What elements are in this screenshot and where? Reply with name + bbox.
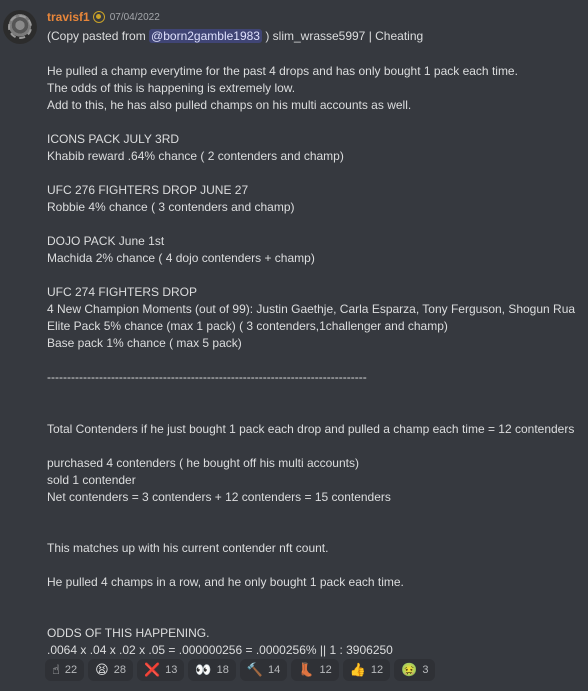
message-line-17: purchased 4 contenders ( he bought off his multi accounts)	[47, 456, 359, 470]
reaction-count: 18	[216, 664, 229, 676]
nauseated-icon: 🤢	[401, 662, 418, 678]
reaction-point-up[interactable]	[45, 659, 84, 681]
reaction-count: 12	[319, 664, 332, 676]
message-separator: --------------------------------------------------------------------------------	[47, 370, 367, 384]
message-line-14: Base pack 1% chance ( max 5 pack)	[47, 336, 242, 350]
user-mention[interactable]: @born2gamble1983	[151, 29, 260, 43]
avatar-ring-icon	[8, 15, 32, 39]
reaction-tired-face[interactable]	[88, 659, 133, 681]
cross-mark-icon: ❌	[143, 662, 161, 678]
badge-icon[interactable]	[93, 11, 105, 23]
message-line-2: He pulled a champ everytime for the past 4 drops and has only bought 1 pack each time.	[47, 64, 518, 78]
reaction-nauseated[interactable]	[394, 659, 435, 681]
boot-icon: 👢	[298, 662, 315, 678]
message-line-12: 4 New Champion Moments (out of 99): Justin Gaethje, Carla Esparza, Tony Ferguson, Shogun Rua	[47, 302, 576, 316]
message-line-19: Net contenders = 3 contenders + 12 contenders = 15 contenders	[47, 490, 391, 504]
message-line-7: UFC 276 FIGHTERS DROP JUNE 27	[47, 183, 249, 197]
message-line-3: The odds of this is happening is extremely low.	[47, 81, 296, 95]
message-line-18: sold 1 contender	[47, 473, 136, 487]
point-up-icon: ☝	[52, 662, 60, 678]
reaction-count: 14	[268, 664, 281, 676]
reaction-hammer[interactable]	[240, 659, 287, 681]
message-line-23: .0064 x .04 x .02 x .05 = .000000256 = .0000256% || 1 : 3906250	[47, 643, 393, 657]
reaction-thumbs-up[interactable]	[343, 659, 390, 681]
message-line-4: Add to this, he has also pulled champs on his multi accounts as well.	[47, 98, 412, 112]
message-line-6: Khabib reward .64% chance ( 2 contenders and champ)	[47, 149, 344, 163]
message-header	[47, 9, 160, 25]
reaction-boot[interactable]	[291, 659, 338, 681]
user-avatar[interactable]	[3, 10, 37, 44]
reaction-count: 12	[370, 664, 384, 676]
message-line-10: Machida 2% chance ( 4 dojo contenders + champ)	[47, 251, 315, 265]
eyes-icon: 👀	[195, 662, 212, 678]
line-text: ) slim_wrasse5997 | Cheating	[261, 29, 424, 43]
line-text: (Copy pasted from	[47, 29, 150, 43]
message-line-11: UFC 274 FIGHTERS DROP	[47, 285, 198, 299]
username[interactable]: travisf1	[47, 10, 90, 24]
tired-face-icon: 😫	[95, 662, 109, 678]
thumbs-up-icon: 👍	[349, 662, 366, 678]
reaction-cross-mark[interactable]	[137, 659, 184, 681]
timestamp: 07/04/2022	[109, 11, 160, 23]
message-line-5: ICONS PACK JULY 3RD	[47, 132, 180, 146]
message-line-1	[47, 28, 423, 44]
reaction-count: 13	[165, 664, 178, 676]
message-line-20: This matches up with his current contender nft count.	[47, 541, 329, 555]
message-line-22: ODDS OF THIS HAPPENING.	[47, 626, 210, 640]
message-line-9: DOJO PACK June 1st	[47, 234, 165, 248]
message-line-16: Total Contenders if he just bought 1 pack each drop and pulled a champ each time = 12 contenders	[47, 422, 575, 436]
hammer-icon: 🔨	[246, 662, 264, 678]
reaction-bar	[45, 659, 435, 681]
reaction-count: 28	[113, 664, 126, 676]
message-line-13: Elite Pack 5% chance (max 1 pack) ( 3 contenders,1challenger and champ)	[47, 319, 448, 333]
reaction-count: 22	[64, 664, 78, 676]
reaction-count: 3	[422, 664, 429, 676]
reaction-eyes[interactable]	[188, 659, 235, 681]
message-line-21: He pulled 4 champs in a row, and he only bought 1 pack each time.	[47, 575, 404, 589]
message-line-8: Robbie 4% chance ( 3 contenders and champ)	[47, 200, 295, 214]
